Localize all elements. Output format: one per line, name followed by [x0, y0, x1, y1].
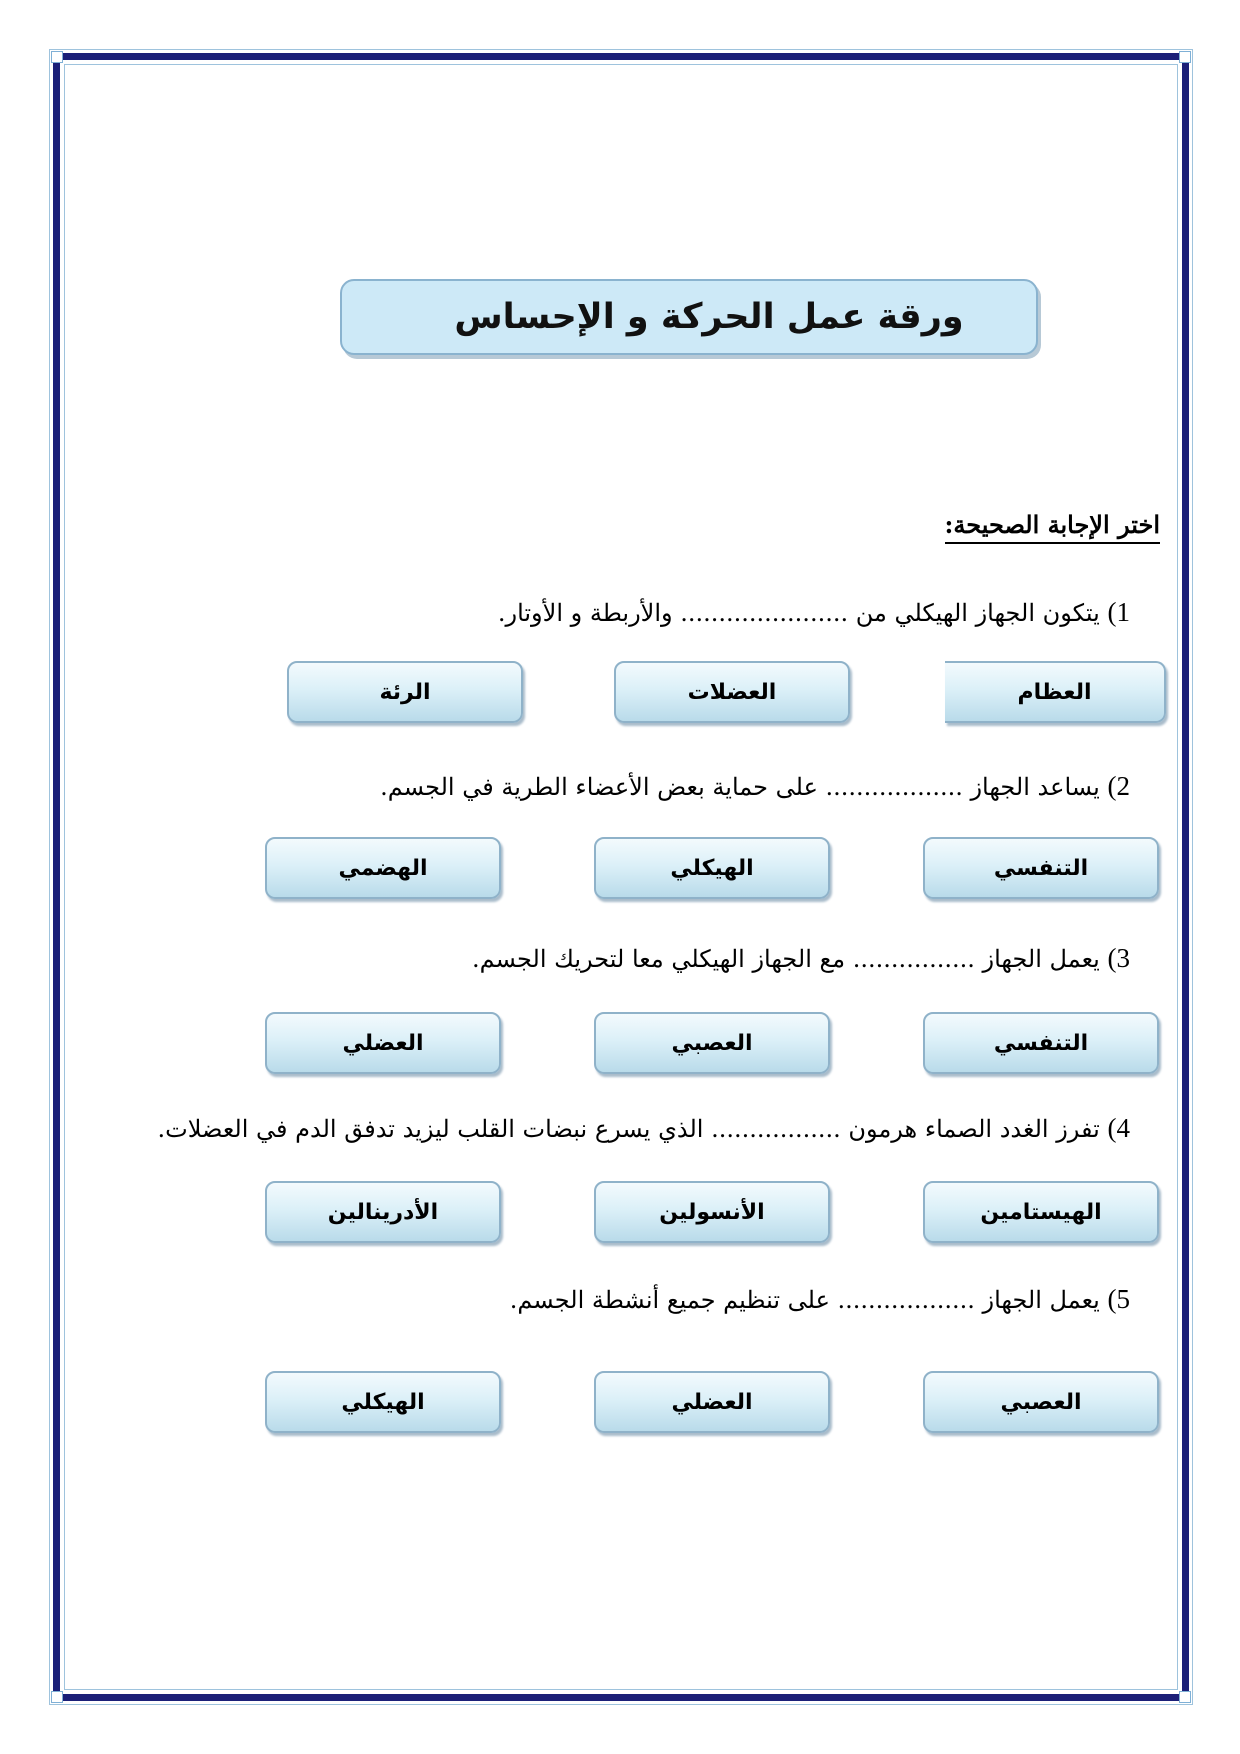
question-text: تفرز الغدد الصماء هرمون ................. الذي يسرع نبضات القلب ليزيد تدفق الدم في العضلات.: [157, 1115, 1100, 1143]
border-corner-ornament: [51, 51, 63, 63]
question-number: 2): [1107, 771, 1130, 801]
question-text: يعمل الجهاز .................. على تنظيم جميع أنشطة الجسم.: [509, 1286, 1100, 1314]
question-text: يتكون الجهاز الهيكلي من ...................... والأربطة و الأوتار.: [497, 599, 1100, 627]
option-q1-b[interactable]: العضلات: [614, 661, 850, 723]
option-q1-c[interactable]: الرئة: [287, 661, 523, 723]
question-5: [510, 1284, 1130, 1315]
border-corner-ornament: [1179, 1691, 1191, 1703]
question-number: 5): [1107, 1284, 1130, 1314]
question-number: 3): [1107, 943, 1130, 973]
instruction-heading: اختر الإجابة الصحيحة:: [945, 510, 1161, 544]
question-2: [380, 771, 1130, 802]
option-q3-b[interactable]: العصبي: [594, 1012, 830, 1074]
option-q3-a[interactable]: التنفسي: [923, 1012, 1159, 1074]
option-q3-c[interactable]: العضلي: [265, 1012, 501, 1074]
option-q2-c[interactable]: الهضمي: [265, 837, 501, 899]
question-number: 4): [1107, 1113, 1130, 1143]
option-q1-a[interactable]: العظام: [945, 661, 1166, 723]
option-q5-c[interactable]: الهيكلي: [265, 1371, 501, 1433]
question-1: [498, 597, 1130, 628]
worksheet-title: ورقة عمل الحركة و الإحساس: [454, 297, 964, 337]
question-text: يعمل الجهاز ................ مع الجهاز الهيكلي معا لتحريك الجسم.: [472, 945, 1100, 973]
option-q5-a[interactable]: العصبي: [923, 1371, 1159, 1433]
option-q2-a[interactable]: التنفسي: [923, 837, 1159, 899]
title-banner: [340, 279, 1038, 355]
question-text: يساعد الجهاز .................. على حماية بعض الأعضاء الطرية في الجسم.: [380, 773, 1100, 801]
option-q4-c[interactable]: الأدرينالين: [265, 1181, 501, 1243]
option-q5-b[interactable]: العضلي: [594, 1371, 830, 1433]
option-q4-b[interactable]: الأنسولين: [594, 1181, 830, 1243]
option-q4-a[interactable]: الهيستامين: [923, 1181, 1159, 1243]
question-3: [472, 943, 1130, 974]
option-q2-b[interactable]: الهيكلي: [594, 837, 830, 899]
border-corner-ornament: [51, 1691, 63, 1703]
border-corner-ornament: [1179, 51, 1191, 63]
question-4: [157, 1113, 1130, 1144]
question-number: 1): [1107, 597, 1130, 627]
